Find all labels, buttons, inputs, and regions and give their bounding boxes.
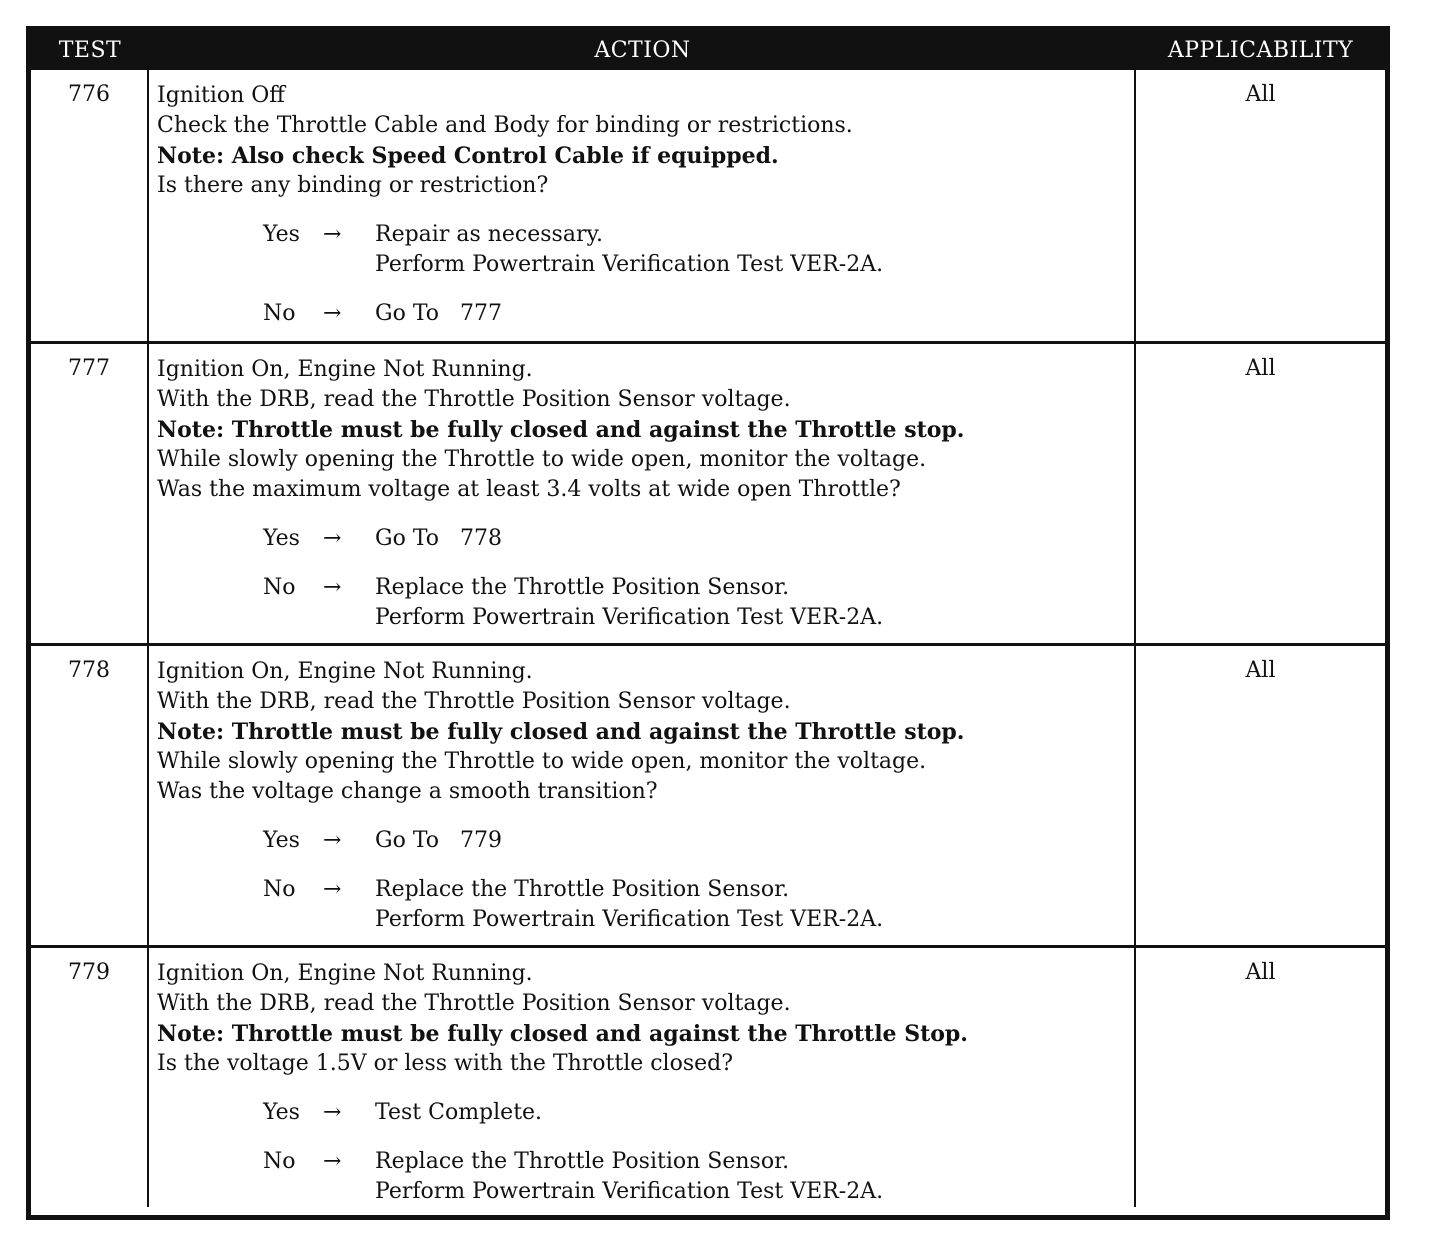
result-line: Test Complete. — [375, 1100, 543, 1125]
arrow-right-icon: → — [323, 1100, 342, 1125]
result-line: Go To 777 — [375, 301, 502, 326]
answer-no: No — [263, 877, 296, 902]
action-note: Note: Also check Speed Control Cable if equipped. — [157, 143, 779, 169]
action-line: Check the Throttle Cable and Body for binding or restrictions. — [157, 113, 853, 138]
no-option — [157, 1147, 1134, 1207]
answer-yes: Yes — [263, 526, 300, 551]
result-line: Go To 778 — [375, 526, 502, 551]
arrow-right-icon: → — [323, 828, 342, 853]
applicability-value: All — [1245, 658, 1276, 683]
test-table — [26, 26, 1390, 1220]
action-line: Ignition On, Engine Not Running. — [157, 659, 533, 684]
yes-option — [157, 220, 1134, 280]
action-line: Ignition On, Engine Not Running. — [157, 357, 533, 382]
action-note: Note: Throttle must be fully closed and against the Throttle stop. — [157, 719, 965, 745]
action-note: Note: Throttle must be fully closed and against the Throttle stop. — [157, 417, 965, 443]
result-line: Replace the Throttle Position Sensor. — [375, 1149, 790, 1174]
no-option — [157, 875, 1134, 935]
table-row-779 — [31, 945, 1385, 1207]
answer-no: No — [263, 301, 296, 326]
header-applicability: APPLICABILITY — [1167, 38, 1354, 63]
header-action: ACTION — [594, 38, 691, 63]
test-number: 779 — [31, 948, 149, 1207]
answer-options — [157, 826, 1134, 935]
answer-yes: Yes — [263, 1100, 300, 1125]
no-option — [157, 573, 1134, 633]
result-line: Perform Powertrain Verification Test VER-2A. — [375, 1179, 884, 1204]
action-cell — [149, 344, 1136, 643]
arrow-right-icon: → — [323, 301, 342, 326]
arrow-right-icon: → — [323, 877, 342, 902]
action-question: Was the voltage change a smooth transition? — [157, 779, 658, 804]
action-question: Is the voltage 1.5V or less with the Throttle closed? — [157, 1051, 734, 1076]
action-line: With the DRB, read the Throttle Position Sensor voltage. — [157, 387, 791, 412]
result-line: Replace the Throttle Position Sensor. — [375, 877, 790, 902]
no-result — [375, 875, 883, 935]
applicability-value: All — [1245, 960, 1276, 985]
action-line: While slowly opening the Throttle to wide open, monitor the voltage. — [157, 749, 927, 774]
result-line: Perform Powertrain Verification Test VER-2A. — [375, 252, 884, 277]
yes-result — [375, 826, 502, 856]
action-cell — [149, 948, 1136, 1207]
answer-options — [157, 524, 1134, 633]
answer-yes: Yes — [263, 828, 300, 853]
arrow-right-icon: → — [323, 526, 342, 551]
action-line: With the DRB, read the Throttle Position Sensor voltage. — [157, 689, 791, 714]
arrow-right-icon: → — [323, 1149, 342, 1174]
yes-option — [157, 524, 1134, 554]
answer-options — [157, 220, 1134, 329]
no-result — [375, 573, 883, 633]
header-test: TEST — [58, 38, 122, 63]
test-number: 776 — [31, 70, 149, 341]
table-row-778 — [31, 643, 1385, 945]
action-line: Ignition On, Engine Not Running. — [157, 961, 533, 986]
action-line: With the DRB, read the Throttle Position Sensor voltage. — [157, 991, 791, 1016]
result-line: Perform Powertrain Verification Test VER-2A. — [375, 907, 884, 932]
action-note: Note: Throttle must be fully closed and against the Throttle Stop. — [157, 1021, 968, 1047]
yes-option — [157, 826, 1134, 856]
applicability-value: All — [1245, 82, 1276, 107]
action-cell — [149, 70, 1136, 341]
yes-option — [157, 1098, 1134, 1128]
no-result — [375, 1147, 883, 1207]
action-question: Is there any binding or restriction? — [157, 173, 549, 198]
action-cell — [149, 646, 1136, 945]
answer-yes: Yes — [263, 222, 300, 247]
table-row-776 — [31, 70, 1385, 341]
yes-result — [375, 220, 883, 280]
table-row-777 — [31, 341, 1385, 643]
result-line: Perform Powertrain Verification Test VER-2A. — [375, 605, 884, 630]
no-result — [375, 299, 502, 329]
answer-options — [157, 1098, 1134, 1207]
no-option — [157, 299, 1134, 329]
action-question: Was the maximum voltage at least 3.4 volts at wide open Throttle? — [157, 477, 901, 502]
applicability-value: All — [1245, 356, 1276, 381]
arrow-right-icon: → — [323, 575, 342, 600]
action-line: Ignition Off — [157, 83, 285, 108]
result-line: Repair as necessary. — [375, 222, 603, 247]
yes-result — [375, 524, 502, 554]
test-number: 777 — [31, 344, 149, 643]
answer-no: No — [263, 1149, 296, 1174]
answer-no: No — [263, 575, 296, 600]
table-header — [31, 31, 1385, 70]
yes-result — [375, 1098, 542, 1128]
result-line: Replace the Throttle Position Sensor. — [375, 575, 790, 600]
test-number: 778 — [31, 646, 149, 945]
result-line: Go To 779 — [375, 828, 502, 853]
arrow-right-icon: → — [323, 222, 342, 247]
action-line: While slowly opening the Throttle to wide open, monitor the voltage. — [157, 447, 927, 472]
